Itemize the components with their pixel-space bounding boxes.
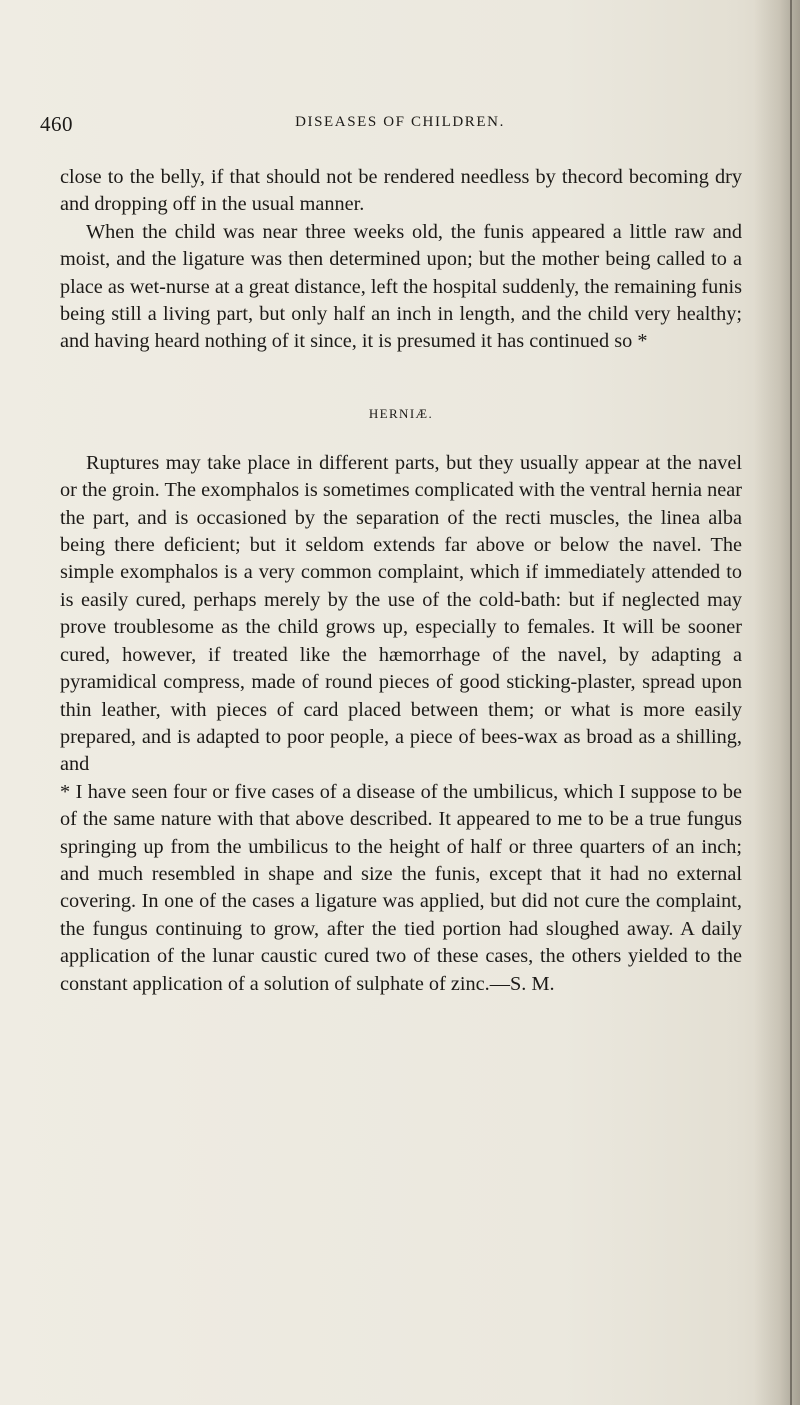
paragraph-funis: When the child was near three weeks old, the funis appeared a little raw and moist, and the ligature was then determined upon; but the mother being called to a place as wet-nurse at a great distance, left the hospital suddenly, the remaining funis being still a living part, but only half an inch in length, and the child very healthy; and having heard nothing of it since, it is presumed it has continued so *: [60, 220, 742, 353]
footnote: * I have seen four or five cases of a disease of the umbilicus, which I suppose to be of the same nature with that above described. It appeared to me to be a true fungus springing up from the umbilicus to the height of half or three quarters of an inch; and much resembled in shape and size the funis, except that it had no external covering. In one of the cases a ligature was applied, but did not cure the complaint, the fungus continuing to grow, after the tied portion had sloughed away. A daily application of the lunar caustic cured two of these cases, the others yielded to the constant application of a solution of sulphate of zinc.—S. M.: [60, 780, 742, 995]
page-edge-shadow: [754, 0, 800, 1405]
page-edge-line: [790, 0, 792, 1405]
section-heading: HERNIÆ.: [368, 405, 434, 421]
running-head: DISEASES OF CHILDREN.: [295, 114, 505, 130]
paragraph-continuation: close to the belly, if that should not be rendered needless by thecord becoming dry and dropping off in the usual manner.: [60, 166, 742, 216]
page-number: 460: [40, 112, 73, 136]
paragraph-ruptures: Ruptures may take place in different parts, but they usually appear at the navel or the groin. The exomphalos is sometimes complicated with the ventral hernia near the part, and is occasioned by the separation of the recti muscles, the linea alba being there deficient; but it seldom extends far above or below the navel. The simple exomphalos is a very common complaint, which if immediately attended to is easily cured, perhaps merely by the use of the cold-bath: but if neglected may prove troublesome as the child grows up, especially to females. It will be sooner cured, however, if treated like the hæmorrhage of the navel, by adapting a pyramidical compress, made of round pieces of good sticking-plaster, spread upon thin leather, with pieces of card placed between them; or what is more easily prepared, and is adapted to poor people, a piece of bees-wax as broad as a shilling, and: [60, 451, 742, 776]
body-text: [60, 164, 742, 998]
page-header: [40, 112, 760, 146]
